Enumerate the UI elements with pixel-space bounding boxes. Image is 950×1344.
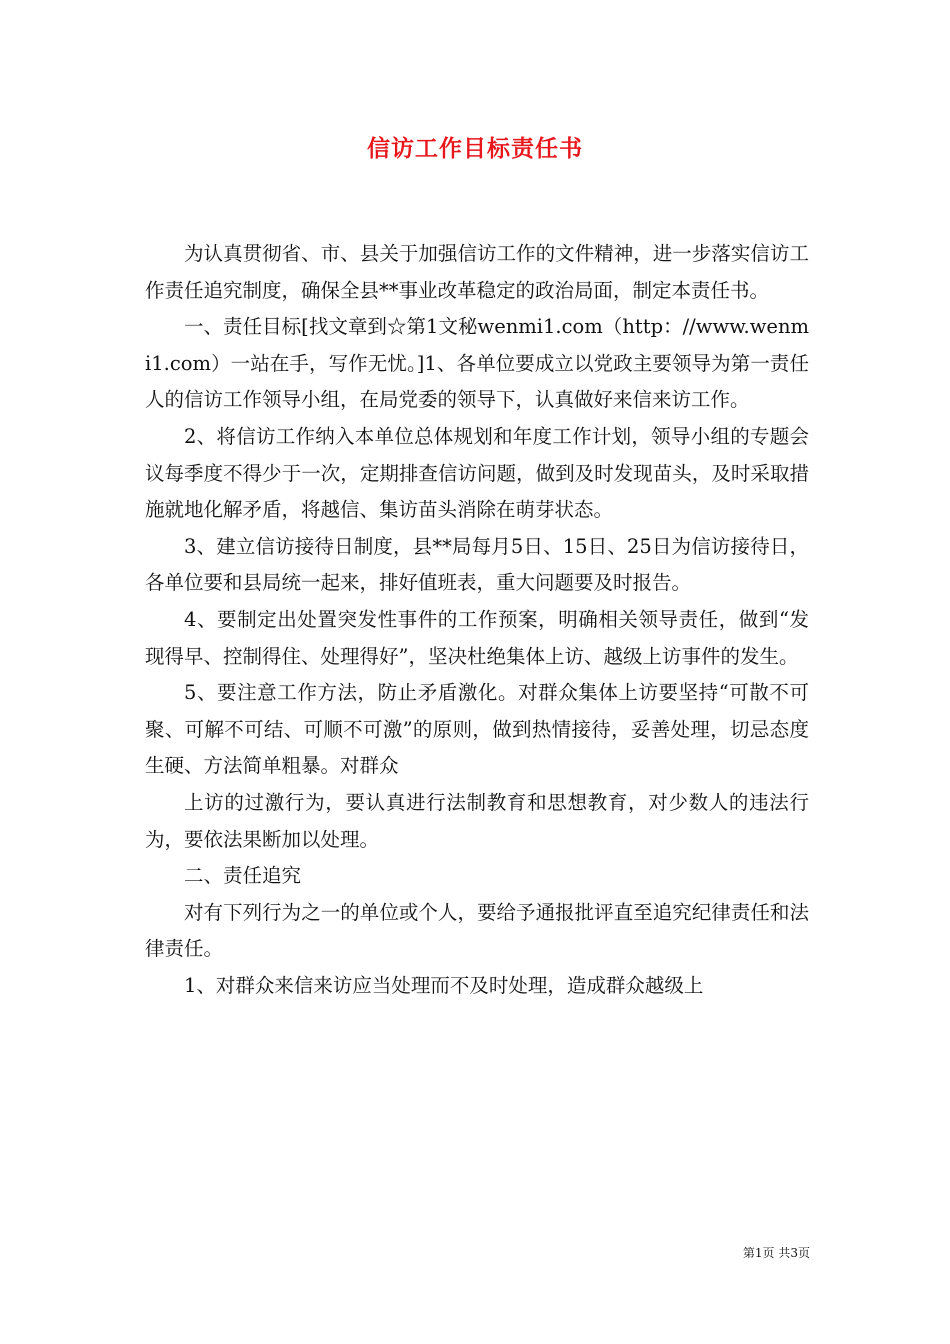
paragraph-goal-5: 5、要注意工作方法，防止矛盾激化。对群众集体上访要坚持“可散不可聚、可解不可结、可顺不可激”的原则，做到热情接待，妥善处理，切忌态度生硬、方法简单粗暴。对群众 — [145, 681, 809, 778]
section-heading-accountability: 二、责任追究 — [184, 864, 302, 888]
document-title: 信访工作目标责任书 — [367, 135, 583, 162]
paragraph-goal-4: 4、要制定出处置突发性事件的工作预案，明确相关领导责任，做到“发现得早、控制得住、处理得好”，坚决杜绝集体上访、越级上访事件的发生。 — [145, 607, 809, 668]
paragraph-goal-3: 3、建立信访接待日制度，县**局每月5日、15日、25日为信访接待日，各单位要和县局统一起来，排好值班表，重大问题要及时报告。 — [145, 534, 809, 595]
paragraph-goal-1: 一、责任目标[找文章到☆第1文秘wenmi1.com（http：//www.wenmi1.com）一站在手，写作无忧。]1、各单位要成立以党政主要领导为第一责任人的信访工作领导小组，在局党委的领导下，认真做好来信来访工作。 — [145, 315, 809, 412]
paragraph-intro: 为认真贯彻省、市、县关于加强信访工作的文件精神，进一步落实信访工作责任追究制度，确保全县**事业改革稳定的政治局面，制定本责任书。 — [145, 242, 809, 302]
paragraph-accountability-1: 1、对群众来信来访应当处理而不及时处理，造成群众越级上 — [184, 973, 704, 997]
paragraph-goal-5-cont: 上访的过激行为，要认真进行法制教育和思想教育，对少数人的违法行为，要依法果断加以处理。 — [145, 790, 809, 851]
paragraph-accountability-intro: 对有下列行为之一的单位或个人，要给予通报批评直至追究纪律责任和法律责任。 — [145, 900, 809, 961]
document-body — [145, 236, 809, 1004]
paragraph-goal-2: 2、将信访工作纳入本单位总体规划和年度工作计划，领导小组的专题会议每季度不得少于一次，定期排查信访问题，做到及时发现苗头，及时采取措施就地化解矛盾，将越信、集访苗头消除在萌芽状态。 — [145, 424, 809, 522]
page-indicator: 第1页 共3页 — [742, 1246, 810, 1260]
